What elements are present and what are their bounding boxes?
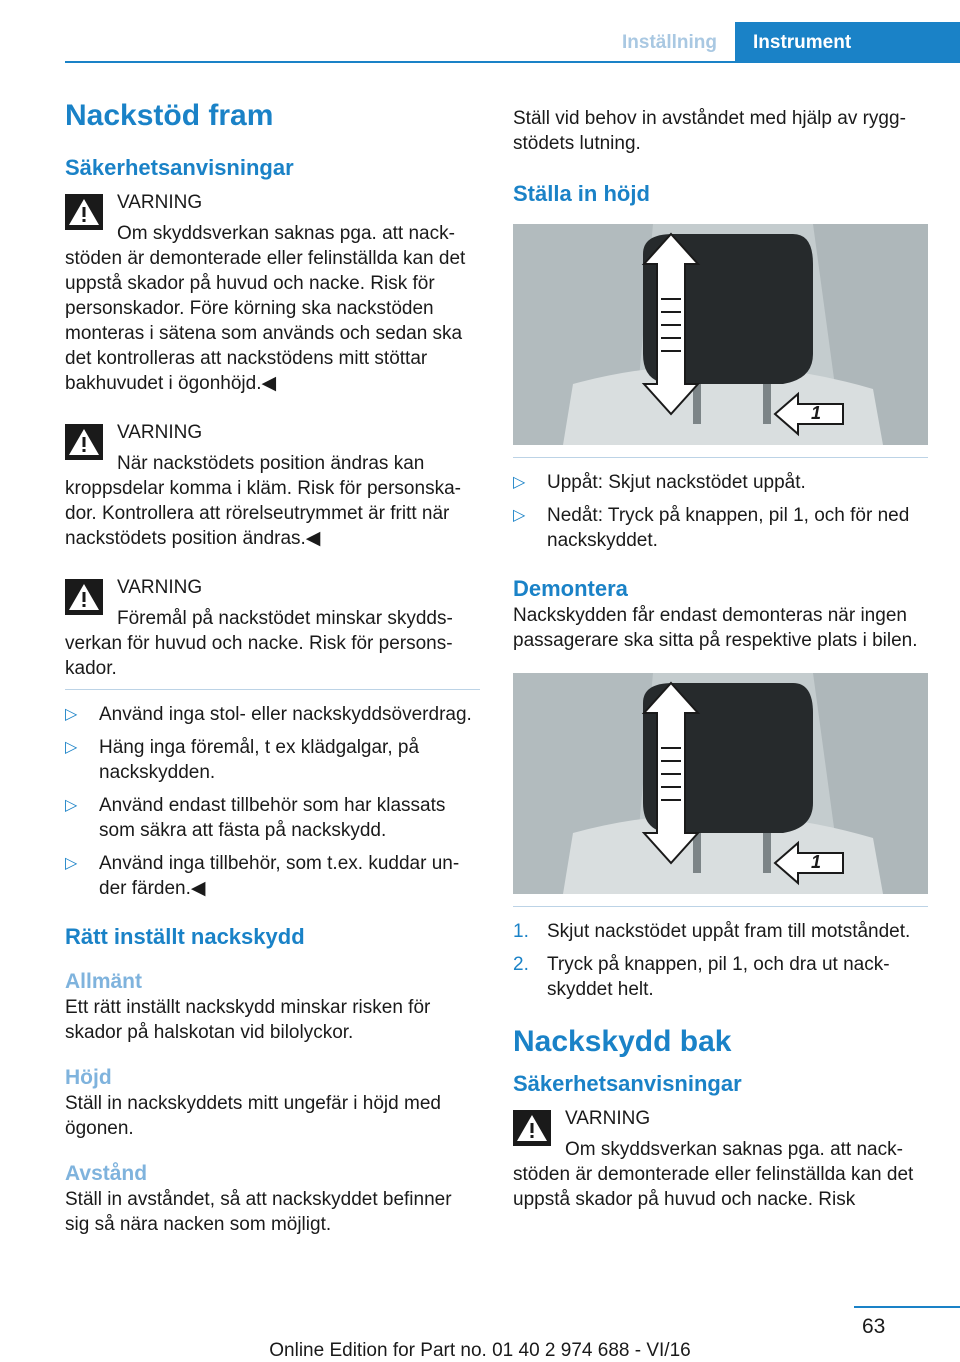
warning-label: VARNING xyxy=(565,1108,651,1129)
divider xyxy=(513,457,928,458)
figure-label: 1 xyxy=(811,403,822,423)
warning-label: VARNING xyxy=(117,577,203,598)
edition-footer: Online Edition for Part no. 01 40 2 974 688 - VI/16 xyxy=(269,1340,691,1361)
warning-block xyxy=(65,190,480,396)
right-column xyxy=(513,106,928,1236)
section-heading: Rätt inställt nackskydd xyxy=(65,924,305,949)
height-steps-list xyxy=(513,470,928,553)
avstand-text: Ställ in avståndet, så att nackskyddet befinner sig så nära nacken som möjligt. xyxy=(65,1189,452,1235)
figure-label: 1 xyxy=(811,852,822,872)
list-item: ▷ Använd inga stol- eller nackskyddsöverdrag. xyxy=(65,704,472,725)
triangle-bullet-icon: ▷ xyxy=(65,797,78,814)
list-item: ▷ Använd inga tillbehör, som t.ex. kuddar under färden.◀ xyxy=(65,853,460,899)
step-number: 1. xyxy=(513,921,529,942)
list-item: ▷ Använd endast tillbehör som har klassats som säkra att fästa på nackskydd. xyxy=(65,795,446,841)
warning-triangle-icon xyxy=(65,194,103,230)
height-heading: Ställa in höjd xyxy=(513,181,650,206)
subheading-allmant: Allmänt xyxy=(65,970,143,993)
subheading-avstand: Avstånd xyxy=(65,1162,148,1185)
warning-text: Om skyddsverkan saknas pga. att nackstöden är demonterade eller felinställda kan det uppstå skador på huvud och nacke. Risk xyxy=(513,1139,914,1210)
rear-title: Nackskydd bak xyxy=(513,1025,732,1058)
divider xyxy=(513,906,928,907)
warning-text: När nackstödets position ändras kan kroppsdelar komma i kläm. Risk för personskador. Kontrollera att rörelseutrymmet är fritt när nackstödets position ändras.◀ xyxy=(65,453,461,549)
list-item: 2. Tryck på knappen, pil 1, och dra ut nackskyddet helt. xyxy=(513,954,890,1000)
divider xyxy=(65,689,480,690)
allmant-text: Ett rätt inställt nackskydd minskar risken för skador på halskotan vid bilolyckor. xyxy=(65,997,431,1043)
list-item: ▷ Häng inga föremål, t ex klädgalgar, på nackskydden. xyxy=(65,737,420,783)
left-column xyxy=(65,98,480,1237)
page-number: 63 xyxy=(862,1315,886,1338)
step-number: 2. xyxy=(513,954,529,975)
hojd-text: Ställ in nackskyddets mitt ungefär i höjd med ögonen. xyxy=(65,1093,441,1139)
demontera-heading: Demontera xyxy=(513,576,628,601)
triangle-bullet-icon: ▷ xyxy=(65,706,78,723)
footer-rule xyxy=(854,1306,960,1308)
headrest-removal-figure xyxy=(513,673,928,894)
warning-text: Föremål på nackstödet minskar skyddsverkan för huvud och nacke. Risk för personskador. xyxy=(65,608,453,679)
warning-triangle-icon xyxy=(65,579,103,615)
warning-triangle-icon xyxy=(65,424,103,460)
warning-label: VARNING xyxy=(117,422,203,443)
intro-text: Ställ vid behov in avståndet med hjälp av ryggstödets lutning. xyxy=(513,108,906,154)
rear-safety-heading: Säkerhetsanvisningar xyxy=(513,1071,742,1096)
subheading-hojd: Höjd xyxy=(65,1066,112,1089)
triangle-bullet-icon: ▷ xyxy=(513,507,526,524)
page-title: Nackstöd fram xyxy=(65,99,274,132)
warning-block xyxy=(513,1106,928,1212)
tab-installning[interactable]: Inställning xyxy=(604,22,735,61)
warning-block xyxy=(65,575,480,681)
triangle-bullet-icon: ▷ xyxy=(65,855,78,872)
triangle-bullet-icon: ▷ xyxy=(65,739,78,756)
headrest-height-figure xyxy=(513,224,928,445)
warning-block xyxy=(65,420,480,551)
list-item: ▷ Nedåt: Tryck på knappen, pil 1, och för ned nackskyddet. xyxy=(513,505,910,551)
warning-label: VARNING xyxy=(117,192,203,213)
demontera-text: Nackskydden får endast demonteras när ingen passagerare ska sitta på respektive plats i bilen. xyxy=(513,605,918,651)
tab-instrument[interactable]: Instrument xyxy=(735,22,960,63)
safety-heading: Säkerhetsanvisningar xyxy=(65,155,294,180)
list-item: ▷ Uppåt: Skjut nackstödet uppåt. xyxy=(513,472,806,493)
removal-steps-list xyxy=(513,919,928,1002)
warning-triangle-icon xyxy=(513,1110,551,1146)
precaution-list xyxy=(65,702,480,901)
list-item: 1. Skjut nackstödet uppåt fram till motståndet. xyxy=(513,921,911,942)
triangle-bullet-icon: ▷ xyxy=(513,474,526,491)
warning-text: Om skyddsverkan saknas pga. att nackstöden är demonterade eller felinställda kan det uppstå skador på huvud och nacke. Risk för personskador. Före körning ska nackstöden monteras i sätena som används och sedan ska det kontrolleras att nackstödens mitt stöttar bakhuvudet i ögonhöjd.◀ xyxy=(65,223,466,394)
